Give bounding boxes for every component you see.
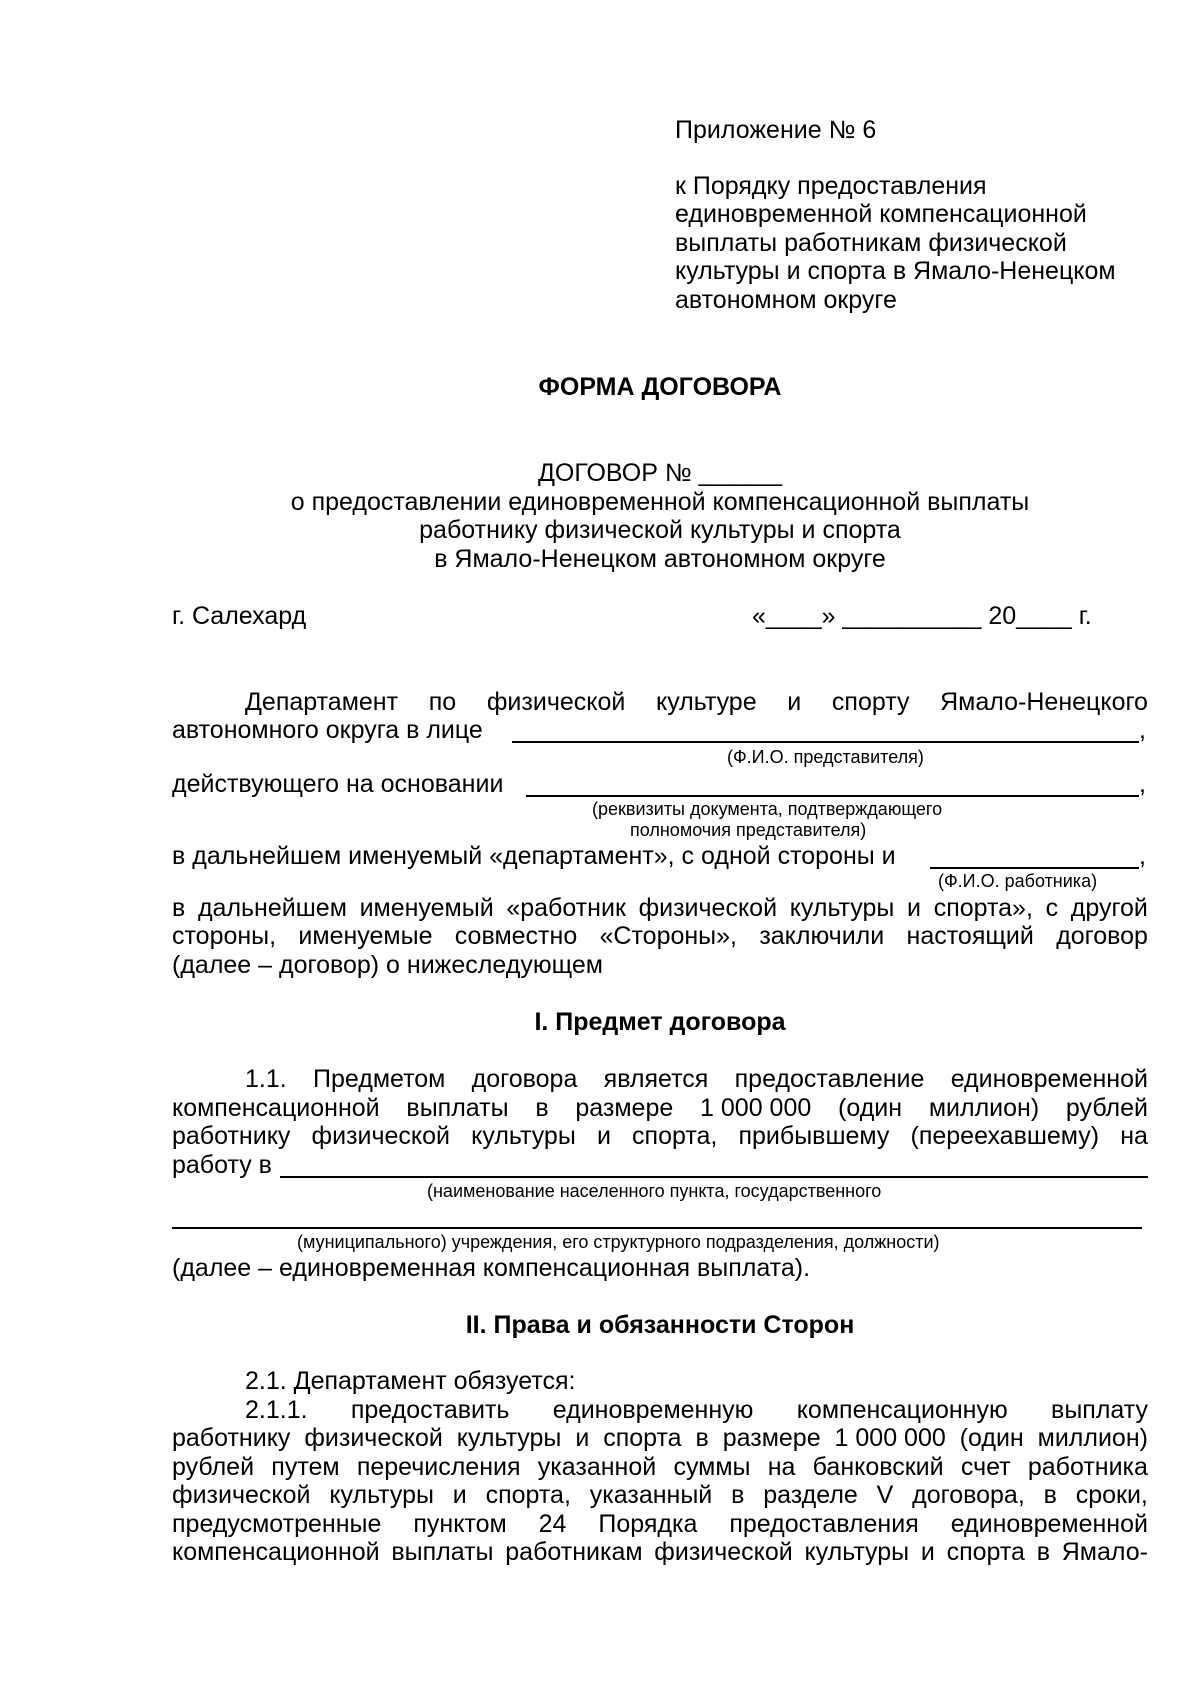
city: г. Салехард [172, 602, 307, 630]
section-2-line-1: 2.1.1. предоставить единовременную компенсационную выплату [245, 1396, 1148, 1424]
contract-subtitle-line: о предоставлении единовременной компенсационной выплаты [290, 488, 1030, 516]
section-1-line-2: компенсационной выплаты в размере 1 000 000 (один миллион) рублей [172, 1094, 1148, 1122]
appendix-ref-line: выплаты работникам физической [675, 229, 1067, 257]
preamble-line-2: автономного округа в лице [172, 716, 483, 744]
appendix-ref-line: к Порядку предоставления [675, 172, 987, 200]
appendix-ref-line: культуры и спорта в Ямало-Ненецком [675, 257, 1116, 285]
blank-workplace-2[interactable] [172, 1227, 1142, 1229]
contract-number: ДОГОВОР № ______ [537, 459, 783, 487]
section-2-line-4: физической культуры и спорта, указанный в разделе V договора, в сроки, [172, 1481, 1148, 1509]
preamble-line-1: Департамент по физической культуре и спорту Ямало-Ненецкого [245, 688, 1148, 716]
section-2-line-2: работнику физической культуры и спорта в размере 1 000 000 (один миллион) [172, 1424, 1148, 1452]
hint-workplace-1: (наименование населенного пункта, государственного [427, 1181, 882, 1201]
blank-basis-document[interactable] [526, 795, 1139, 797]
form-title: ФОРМА ДОГОВОРА [538, 373, 782, 401]
hint-workplace-2: (муниципального) учреждения, его структурного подразделения, должности) [297, 1232, 940, 1252]
hint-fio-representative: (Ф.И.О. представителя) [727, 747, 924, 767]
preamble-line-5: в дальнейшем именуемый «работник физической культуры и спорта», с другой [172, 894, 1148, 922]
contract-subtitle-line: в Ямало-Ненецком автономном округе [434, 545, 886, 573]
section-2-line-5: предусмотренные пунктом 24 Порядка предоставления единовременной [172, 1510, 1148, 1538]
section-1-end: (далее – единовременная компенсационная выплата). [172, 1254, 811, 1282]
section-1-line-4: работу в [172, 1151, 272, 1179]
comma: , [1139, 770, 1146, 798]
section-2-title: II. Права и обязанности Сторон [465, 1311, 855, 1339]
blank-fio-representative[interactable] [512, 741, 1139, 743]
section-2-line-3: рублей путем перечисления указанной суммы на банковский счет работника [172, 1453, 1148, 1481]
date-template: «____» __________ 20____ г. [752, 602, 1092, 630]
blank-workplace-1[interactable] [280, 1176, 1148, 1178]
section-2-p21: 2.1. Департамент обязуется: [245, 1367, 576, 1395]
comma: , [1139, 716, 1146, 744]
blank-fio-worker[interactable] [930, 867, 1139, 869]
hint-document-2: полномочия представителя) [630, 820, 867, 840]
appendix-number: Приложение № 6 [675, 116, 877, 144]
preamble-line-3: действующего на основании [172, 770, 504, 798]
section-1-line-3: работнику физической культуры и спорта, прибывшему (переехавшему) на [172, 1122, 1148, 1150]
preamble-line-6: стороны, именуемые совместно «Стороны», заключили настоящий договор [172, 922, 1148, 950]
section-2-line-6: компенсационной выплаты работникам физической культуры и спорта в Ямало- [172, 1538, 1148, 1566]
section-1-line-1: 1.1. Предметом договора является предоставление единовременной [245, 1065, 1148, 1093]
comma: , [1139, 842, 1146, 870]
appendix-ref-line: автономном округе [675, 286, 897, 314]
appendix-ref-line: единовременной компенсационной [675, 200, 1087, 228]
preamble-line-4: в дальнейшем именуемый «департамент», с одной стороны и [172, 842, 896, 870]
section-1-title: I. Предмет договора [534, 1008, 786, 1036]
preamble-line-7: (далее – договор) о нижеследующем [172, 951, 603, 979]
hint-fio-worker: (Ф.И.О. работника) [938, 871, 1098, 891]
hint-document-1: (реквизиты документа, подтверждающего [592, 799, 943, 819]
contract-subtitle-line: работнику физической культуры и спорта [419, 516, 901, 544]
